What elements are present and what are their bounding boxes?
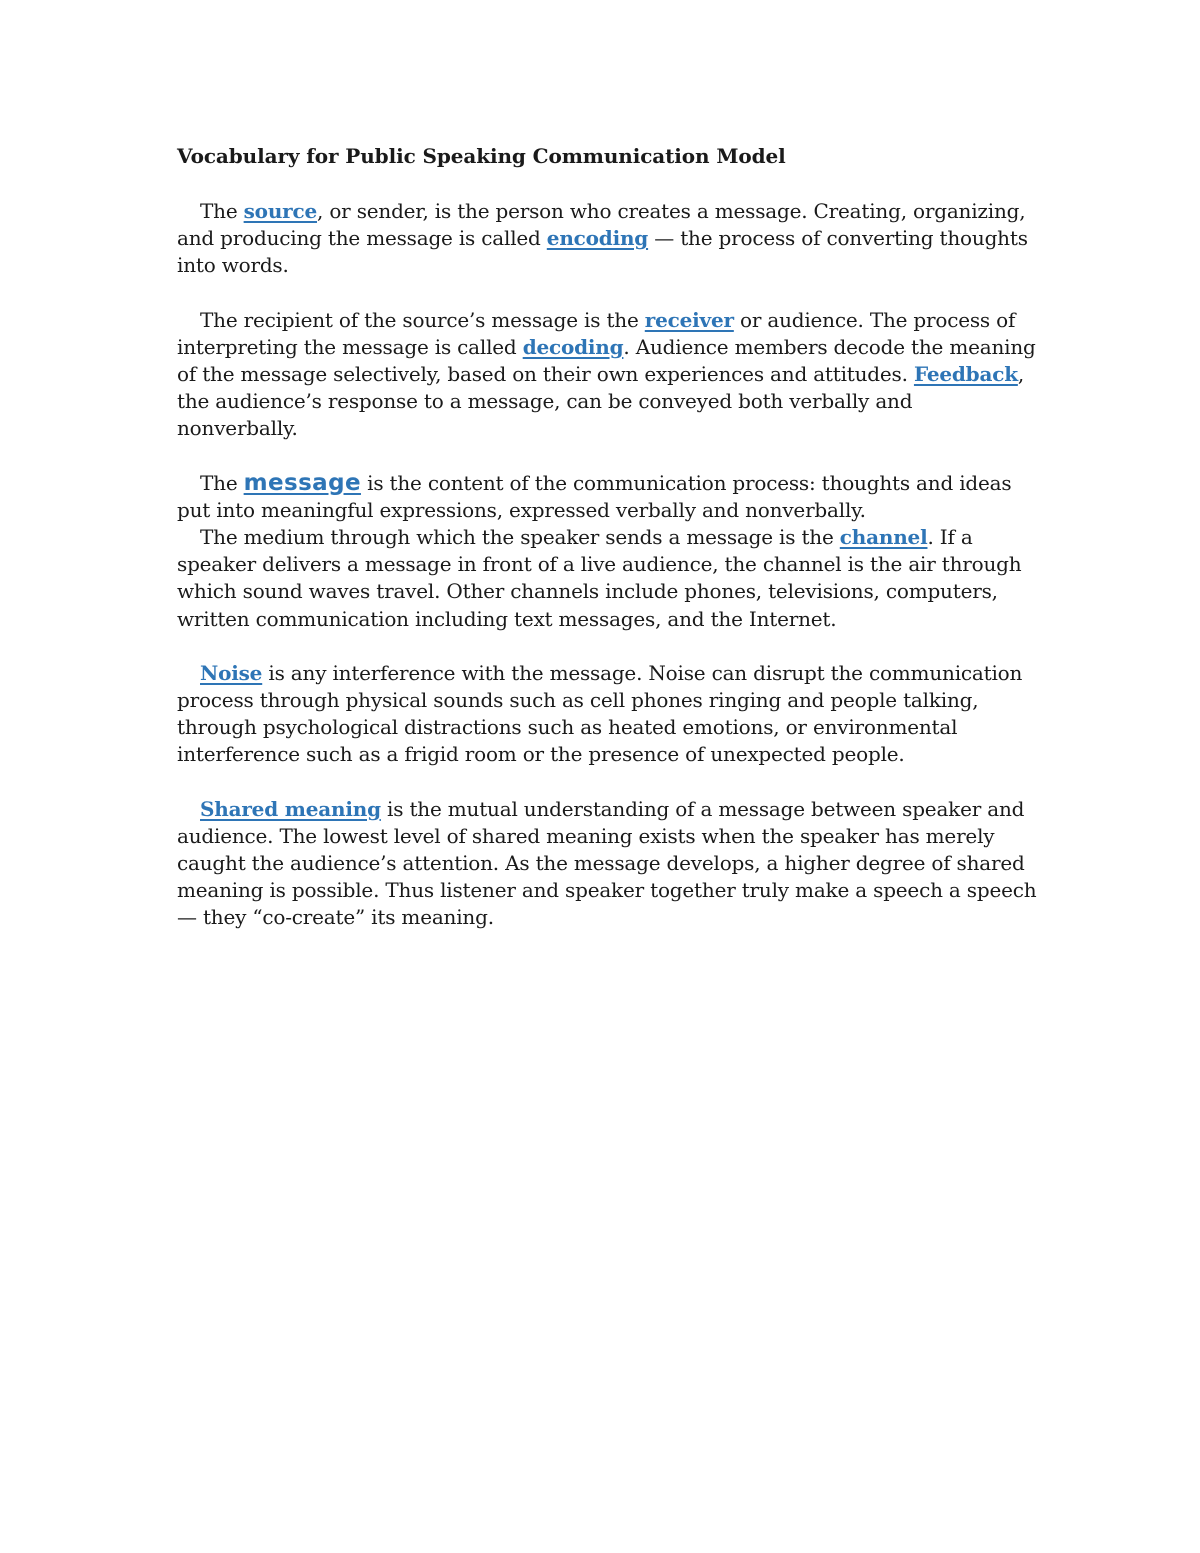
text-segment: The medium through which the speaker sends a message is the: [200, 525, 840, 550]
text-segment: The: [200, 470, 244, 495]
term-shared-meaning: Shared meaning: [200, 796, 381, 821]
text-segment: or audience. The process of interpreting the message is called: [177, 307, 1016, 359]
term-source: source: [243, 199, 318, 223]
paragraph-channel: [177, 524, 1037, 633]
text-segment: , or sender, is the person who creates a message. Creating, organizing, and producing the message is called: [177, 199, 1026, 251]
term-noise: Noise: [200, 660, 263, 685]
paragraph-source: [177, 198, 1037, 280]
paragraph-noise: [177, 660, 1037, 769]
text-segment: The: [200, 199, 244, 223]
term-decoding: decoding: [522, 334, 624, 359]
term-message: message: [243, 469, 361, 496]
paragraph-message: [177, 470, 1037, 524]
text-segment: is any interference with the message. Noise can disrupt the communication process through physical sounds such as cell phones ringing and people talking, through psychological distractions such as heated emotions, or environmental interference such as a frigid room or the presence of unexpected people.: [177, 660, 1023, 767]
term-encoding: encoding: [546, 226, 649, 251]
document-title: Vocabulary for Public Speaking Communication Model: [177, 144, 786, 168]
text-segment: . If a speaker delivers a message in front of a live audience, the channel is the air through which sound waves travel. Other channels include phones, televisions, computers, written communication including text messages, and the Internet.: [177, 525, 1022, 631]
term-feedback: Feedback: [913, 362, 1018, 387]
paragraph-shared-meaning: [177, 796, 1037, 932]
text-segment: is the content of the communication process: thoughts and ideas put into meaningful expressions, expressed verbally and nonverbally.: [177, 470, 1012, 522]
text-segment: — the process of converting thoughts into words.: [177, 226, 1028, 278]
paragraph-receiver: [177, 307, 1037, 443]
document-page: [177, 140, 1037, 959]
text-segment: . Audience members decode the meaning of the message selectively, based on their own experiences and attitudes.: [177, 334, 1036, 387]
term-channel: channel: [839, 525, 928, 550]
text-segment: The recipient of the source’s message is the: [200, 307, 645, 332]
text-segment: , the audience’s response to a message, can be conveyed both verbally and nonverbally.: [177, 362, 1025, 441]
text-segment: is the mutual understanding of a message between speaker and audience. The lowest level of shared meaning exists when the speaker has merely caught the audience’s attention. As the message develops, a higher degree of shared meaning is possible. Thus listener and speaker together truly make a speech a speech — they “co-create” its meaning.: [177, 796, 1037, 930]
term-receiver: receiver: [644, 307, 734, 332]
